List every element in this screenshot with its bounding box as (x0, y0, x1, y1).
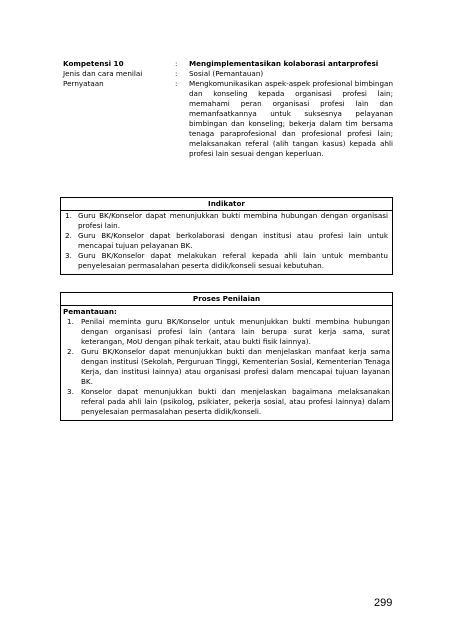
proses-box (60, 292, 393, 421)
item-text: Guru BK/Konselor dapat menunjukkan bukti membina hubungan dengan organisasi profesi lain. (78, 211, 388, 230)
list-item (65, 251, 388, 271)
indikator-title: Indikator (61, 198, 392, 211)
item-number: 1. (65, 211, 72, 220)
header-row-statement (63, 79, 393, 159)
item-number: 3. (67, 387, 74, 396)
header-row-type (63, 69, 393, 79)
item-text: Penilai meminta guru BK/Konselor untuk menunjukkan bukti membina hubungan dengan organisasi profesi lain (antara lain berupa surat kerja sama, surat keterangan, MoU dengan pihak terkait, atau bukti fisik lainnya). (81, 317, 390, 346)
page-number: 299 (374, 597, 393, 609)
header-key: Jenis dan cara menilai (63, 69, 143, 78)
header-value: Mengkomunikasikan aspek-aspek profesional bimbingan dan konseling kepada organisasi profesi lain; memahami peran organisasi profesi lain dan memanfaatkannya untuk suksesnya pelayanan bimbingan dan konseling; bekerja dalam tim bersama tenaga paraprofesional dan profesional profesi lain; melaksanakan referal (alih tangan kasus) kepada ahli profesi lain sesuai dengan keperluan. (189, 79, 393, 158)
item-number: 3. (65, 251, 72, 260)
header-row-competency (63, 59, 393, 69)
header-key: Kompetensi 10 (63, 59, 124, 68)
item-number: 1. (67, 317, 74, 326)
item-text: Guru BK/Konselor dapat melakukan referal kepada ahli lain untuk membantu penyelesaian permasalahan peserta didik/konseli sesuai kebutuhan. (78, 251, 388, 270)
proses-label: Pemantauan: (63, 307, 117, 316)
proses-title: Proses Penilaian (61, 293, 392, 306)
proses-frame (60, 292, 393, 421)
list-item (65, 231, 388, 251)
indikator-box (60, 197, 393, 275)
header-value: Mengimplementasikan kolaborasi antarprofesi (189, 59, 379, 68)
header-colon: : (175, 79, 178, 88)
list-item (63, 317, 390, 347)
item-text: Konselor dapat menunjukkan bukti dan menjelaskan bagaimana melaksanakan referal pada ahli lain (psikolog, psikiater, pekerja sosial, atau profesi lainnya) dalam penyelesaian permasalahan peserta didik/konseli. (81, 387, 390, 416)
list-item (63, 347, 390, 387)
item-number: 2. (65, 231, 72, 240)
list-item (63, 387, 390, 417)
header-colon: : (175, 69, 178, 78)
item-text: Guru BK/Konselor dapat menunjukkan bukti dan menjelaskan manfaat kerja sama dengan institusi (Sekolah, Perguruan Tinggi, Kementerian Sosial, Kementerian Tenaga Kerja, dan institusi lainnya) atau organisasi profesi dalam mencapai tujuan layanan BK. (81, 347, 390, 386)
competency-header (63, 59, 393, 159)
proses-body (61, 306, 392, 420)
list-item (65, 211, 388, 231)
item-text: Guru BK/Konselor dapat berkolaborasi dengan institusi atau profesi lain untuk mencapai tujuan pelayanan BK. (78, 231, 388, 250)
indikator-list (61, 211, 392, 274)
header-value: Sosial (Pemantauan) (189, 69, 264, 78)
header-key: Pernyataan (63, 79, 104, 88)
item-number: 2. (67, 347, 74, 356)
header-colon: : (175, 59, 178, 68)
